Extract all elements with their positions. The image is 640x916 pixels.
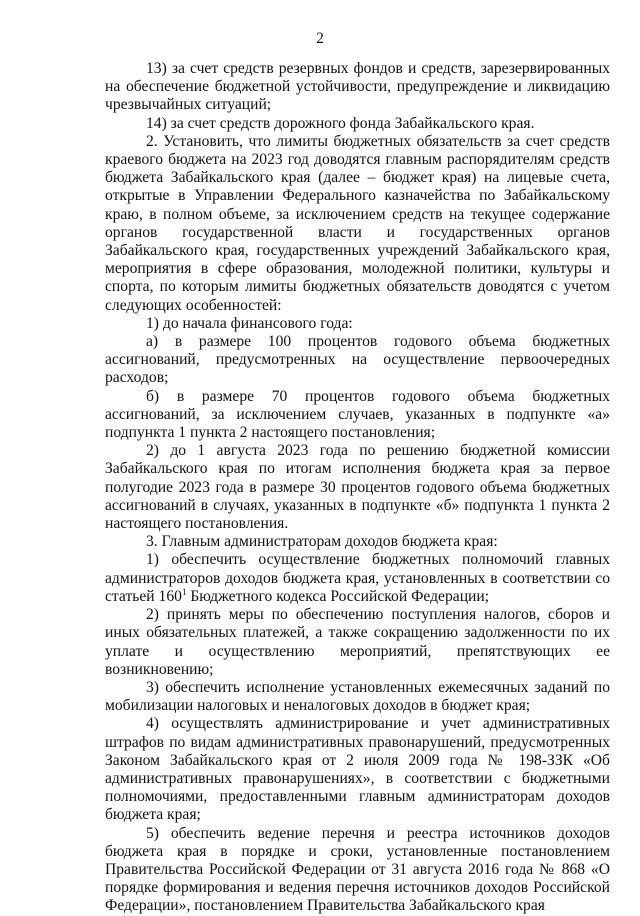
paragraph-item-2: 2) до 1 августа 2023 года по решению бюджетной комиссии Забайкальского края по итогам исполнения бюджета края за первое полугодие 2023 года в размере 30 процентов годового объема бюджетных ассигнований в случаях, указанных в подпункте «б» подпункта 1 пункта 2 настоящего постановления. [105,442,610,533]
paragraph-s3-item-1-after: Бюджетного кодекса Российской Федерации; [186,587,490,605]
document-body [105,60,610,916]
paragraph-section-3: 3. Главным администраторам доходов бюджета края: [146,533,498,551]
paragraph-item-14: 14) за счет средств дорожного фонда Забайкальского края. [146,114,535,132]
paragraph-s3-item-1-before: 1) обеспечить осуществление бюджетных полномочий главных администраторов доходов бюджета края, установленных в соответствии со статьей 160 [105,551,610,605]
paragraph-s3-item-5: 5) обеспечить ведение перечня и реестра источников доходов бюджета края в порядке и сроки, установленные постановлением Правительства Российской Федерации от 31 августа 2016 года № 868 «О порядке формирования и ведения перечня источников доходов Российской Федерации», постановлением Правительства Забайкальского края [105,824,610,915]
paragraph-subitem-b: б) в размере 70 процентов годового объема бюджетных ассигнований, за исключением случаев, указанных в подпункте «а» подпункта 1 пункта 2 настоящего постановления; [105,387,610,442]
paragraph-s3-item-2: 2) принять меры по обеспечению поступления налогов, сборов и иных обязательных платежей, а также сокращению задолженности по их уплате и осуществлению мероприятий, препятствующих ее возникновению; [105,606,610,678]
paragraph-s3-item-1 [105,551,610,606]
paragraph-s3-item-3: 3) обеспечить исполнение установленных ежемесячных заданий по мобилизации налоговых и неналоговых доходов в бюджет края; [105,678,610,715]
paragraph-item-1: 1) до начала финансового года: [146,314,353,332]
paragraph-subitem-a: а) в размере 100 процентов годового объема бюджетных ассигнований, предусмотренных на осуществление первоочередных расходов; [105,333,610,387]
paragraph-section-2: 2. Установить, что лимиты бюджетных обязательств за счет средств краевого бюджета на 2023 год доводятся главным распорядителям средств бюджета Забайкальского края (далее – бюджет края) на лицевые счета, открытые в Управлении Федерального казначейства по Забайкальскому краю, в полном объеме, за исключением средств на текущее содержание органов государственной власти и государственных органов Забайкальского края, государственных учреждений Забайкальского края, мероприятия в сфере образования, молодежной политики, культуры и спорта, по которым лимиты бюджетных обязательств доводятся с учетом следующих особенностей: [105,132,610,314]
page-number: 2 [316,30,324,47]
paragraph-item-13: 13) за счет средств резервных фондов и средств, зарезервированных на обеспечение бюджетной устойчивости, предупреждение и ликвидацию чрезвычайных ситуаций; [105,60,610,114]
article-superscript: 1 [181,586,187,597]
paragraph-s3-item-4: 4) осуществлять администрирование и учет административных штрафов по видам административных правонарушений, предусмотренных Законом Забайкальского края от 2 июля 2009 года № 198-ЗЗК «Об административных правонарушениях», в соответствии с бюджетными полномочиями, предоставленными главным администраторам доходов бюджета края; [105,715,610,824]
